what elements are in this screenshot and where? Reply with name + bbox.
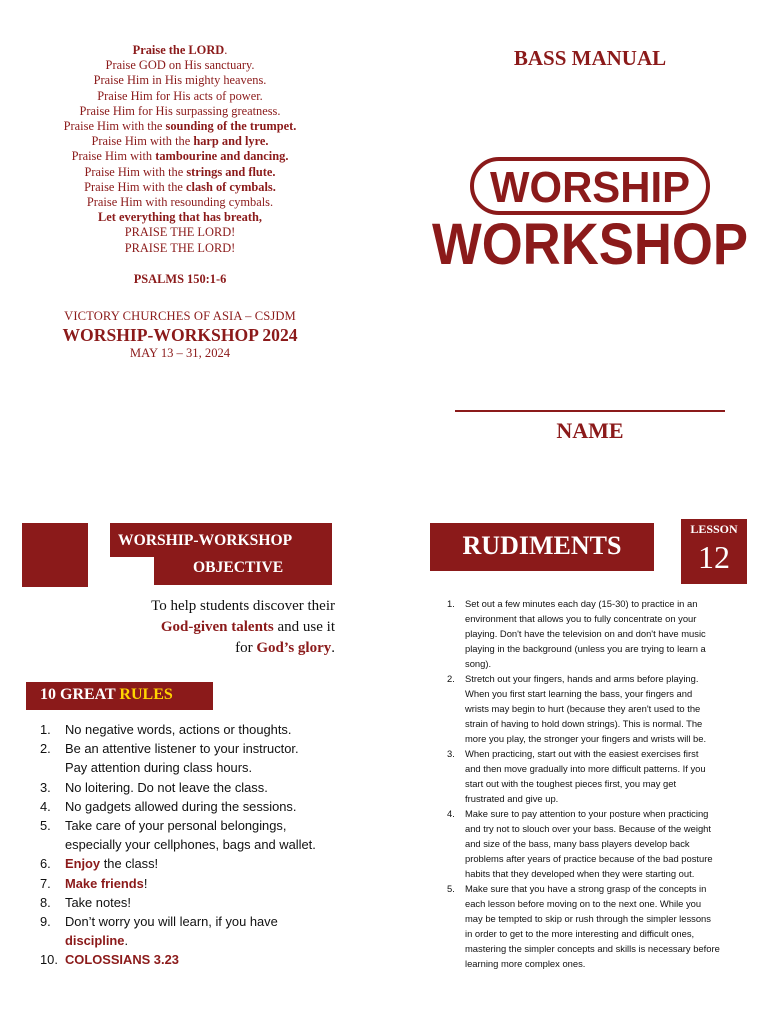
psalm-line-text: Praise Him with resounding cymbals. bbox=[86, 195, 274, 210]
rule-item bbox=[40, 739, 340, 777]
rule-emphasis: COLOSSIANS 3.23 bbox=[65, 952, 179, 968]
rules-list bbox=[40, 720, 340, 970]
rule-item bbox=[40, 874, 340, 893]
objective-god-given-talents: God-given talents bbox=[160, 619, 274, 635]
objective-line2-rest: and use it bbox=[273, 619, 335, 635]
rule-text: No gadgets allowed during the sessions. bbox=[65, 798, 297, 814]
rule-line bbox=[65, 912, 340, 931]
tip-line: start out with the toughest pieces first, you may get bbox=[465, 778, 677, 789]
tip-number: 5. bbox=[447, 883, 455, 894]
rule-number: 4. bbox=[40, 798, 51, 814]
psalm-line-text: Praise Him with the bbox=[63, 119, 166, 134]
rule-number: 2. bbox=[40, 741, 51, 757]
psalm-line bbox=[30, 58, 330, 73]
objective-decor-square bbox=[22, 523, 88, 587]
psalm-line bbox=[30, 119, 330, 134]
psalm-line bbox=[30, 225, 330, 240]
objective-text bbox=[120, 596, 335, 659]
psalm-line-bold: harp and lyre. bbox=[193, 134, 269, 149]
psalm-line bbox=[30, 89, 330, 104]
tip-line: Stretch out your fingers, hands and arms before playing. bbox=[465, 673, 699, 684]
rule-line bbox=[65, 835, 340, 854]
rules-heading bbox=[26, 682, 213, 710]
psalm-line-text: Praise Him for His acts of power. bbox=[97, 88, 263, 103]
rule-text: Pay attention during class hours. bbox=[65, 760, 253, 776]
tip-line: frustrated and give up. bbox=[465, 793, 559, 804]
tip-line: playing. Don't have the television on and don't have music bbox=[465, 628, 706, 639]
rule-number: 1. bbox=[40, 722, 51, 737]
rule-emphasis: Make friends bbox=[65, 875, 144, 891]
tip-number: 1. bbox=[447, 598, 455, 609]
worship-workshop-logo bbox=[430, 156, 750, 271]
church-name: VICTORY CHURCHES OF ASIA – CSJDM bbox=[64, 309, 296, 323]
rule-text-post: the class! bbox=[100, 856, 159, 872]
tip-item bbox=[447, 881, 752, 971]
rule-item bbox=[40, 778, 340, 797]
logo-text-worship: WORSHIP bbox=[490, 163, 690, 212]
tip-item bbox=[447, 806, 752, 881]
rule-line bbox=[65, 720, 340, 739]
psalm-line bbox=[30, 210, 330, 225]
psalm-line-text: Praise Him with the bbox=[84, 164, 187, 179]
tip-line: and then move gradually into more difficult patterns. If you bbox=[465, 763, 706, 774]
rule-text: Take care of your personal belongings, bbox=[65, 818, 287, 834]
tip-line: each lesson before moving on to the next one. While you bbox=[465, 898, 702, 909]
lesson-label: LESSON bbox=[690, 522, 738, 536]
rule-line bbox=[65, 797, 340, 816]
rule-text: No loitering. Do not leave the class. bbox=[65, 779, 268, 795]
psalm-line-text: Praise Him in His mighty heavens. bbox=[93, 73, 267, 88]
tip-item bbox=[447, 671, 752, 746]
objective-line3-pre: for bbox=[235, 640, 257, 656]
rule-line bbox=[65, 739, 340, 758]
name-label: NAME bbox=[556, 418, 624, 443]
tip-item bbox=[447, 596, 752, 671]
tip-line: more you play, the stronger your fingers and wrists will be. bbox=[465, 733, 707, 744]
psalm-line bbox=[30, 180, 330, 195]
objective-line3 bbox=[120, 638, 335, 659]
psalm-line-bold: strings and flute. bbox=[186, 164, 276, 179]
rule-text-post: ! bbox=[143, 875, 148, 891]
rule-number: 7. bbox=[40, 875, 51, 891]
name-underline bbox=[455, 410, 725, 412]
tip-line: and try not to slouch over your bass. Because of the weight bbox=[465, 823, 711, 834]
rule-text: Don’t worry you will learn, if you have bbox=[65, 914, 278, 930]
rule-text: Be an attentive listener to your instructor. bbox=[65, 741, 299, 757]
rule-item bbox=[40, 797, 340, 816]
rule-line bbox=[65, 931, 340, 950]
psalm-line-bold: Let everything that has breath, bbox=[98, 210, 262, 225]
rule-line bbox=[65, 854, 340, 873]
tip-line: mastering the simpler concepts and skills is necessary before bbox=[465, 943, 720, 954]
tip-line: When practicing, start out with the easiest exercises first bbox=[465, 748, 699, 759]
rule-line bbox=[65, 893, 340, 912]
tip-line: may be tempted to skip or rush through the simpler lessons bbox=[465, 913, 711, 924]
rule-item bbox=[40, 854, 340, 873]
psalm-line-text: Praise Him with bbox=[71, 149, 156, 164]
tip-item bbox=[447, 746, 752, 806]
tip-line: Set out a few minutes each day (15-30) to practice in an bbox=[465, 598, 698, 609]
objective-line2 bbox=[120, 617, 335, 638]
psalm-line-text: Praise Him with the bbox=[84, 179, 187, 194]
rule-line bbox=[65, 950, 340, 969]
rule-item bbox=[40, 720, 340, 739]
tip-line: habits that they developed when they were starting out. bbox=[465, 868, 695, 879]
psalm-line bbox=[30, 73, 330, 88]
objective-heading-line2: OBJECTIVE bbox=[154, 553, 332, 585]
psalm-line-post: . bbox=[224, 43, 228, 57]
psalm-line bbox=[30, 241, 330, 256]
psalm-line bbox=[30, 195, 330, 210]
rule-number: 8. bbox=[40, 894, 51, 910]
psalm-line bbox=[30, 165, 330, 180]
rule-line bbox=[65, 758, 340, 777]
rule-number: 9. bbox=[40, 914, 51, 930]
event-name: WORSHIP-WORKSHOP 2024 bbox=[62, 325, 298, 345]
lesson-badge bbox=[681, 519, 747, 584]
rule-number: 5. bbox=[40, 818, 51, 834]
tip-line: Make sure to pay attention to your posture when practicing bbox=[465, 808, 709, 819]
rule-item bbox=[40, 950, 340, 969]
psalm-line-text: Praise GOD on His sanctuary. bbox=[105, 58, 255, 73]
rule-item bbox=[40, 912, 340, 950]
tip-line: problems after years of practice because of the bad posture bbox=[465, 853, 713, 864]
objective-gods-glory: God’s glory bbox=[256, 640, 332, 656]
objective-line1: To help students discover their bbox=[151, 598, 335, 614]
psalm-line-text: PRAISE THE LORD! bbox=[124, 225, 236, 240]
psalm-line-bold: clash of cymbals. bbox=[186, 179, 276, 194]
logo-text-workshop: WORKSHOP bbox=[432, 212, 748, 271]
practice-tips-list bbox=[447, 596, 752, 971]
rule-item bbox=[40, 816, 340, 854]
rules-heading-prefix: 10 GREAT bbox=[40, 686, 120, 703]
psalm-line-text: Praise Him with the bbox=[91, 134, 194, 149]
tip-number: 4. bbox=[447, 808, 455, 819]
rules-heading-highlight: RULES bbox=[119, 686, 173, 703]
tip-line: and size of the bass, many bass players develop back bbox=[465, 838, 690, 849]
rule-text: especially your cellphones, bags and wallet. bbox=[65, 837, 316, 853]
rule-emphasis: Enjoy bbox=[65, 856, 101, 872]
tip-number: 3. bbox=[447, 748, 455, 759]
rudiments-title: RUDIMENTS bbox=[430, 523, 654, 571]
tip-line: playing in the background (unless you are trying to learn a bbox=[465, 643, 706, 654]
rule-text: No negative words, actions or thoughts. bbox=[65, 722, 292, 737]
psalm-passage bbox=[30, 43, 330, 287]
objective-heading-line1: WORSHIP-WORKSHOP bbox=[110, 523, 332, 557]
tip-number: 2. bbox=[447, 673, 455, 684]
psalm-line-bold: sounding of the trumpet. bbox=[165, 119, 297, 134]
psalm-line bbox=[30, 134, 330, 149]
tip-line: wrists may begin to hurt (because they aren't used to the bbox=[465, 703, 701, 714]
psalm-line bbox=[30, 149, 330, 164]
rule-text: Take notes! bbox=[65, 894, 131, 910]
event-dates: MAY 13 – 31, 2024 bbox=[129, 346, 231, 360]
tip-line: learning more complex ones. bbox=[465, 958, 586, 969]
tip-line: in order to get to the more interesting and difficult ones, bbox=[465, 928, 695, 939]
rule-number: 10. bbox=[40, 952, 58, 968]
tip-line: environment that allows you to fully concentrate on your bbox=[465, 613, 697, 624]
psalm-line-bold: tambourine and dancing. bbox=[155, 149, 289, 164]
psalm-lines bbox=[30, 43, 330, 256]
rule-line bbox=[65, 874, 340, 893]
psalm-line-text: Praise Him for His surpassing greatness. bbox=[79, 103, 281, 118]
tip-line: strain of having to hold down strings). This is normal. The bbox=[465, 718, 703, 729]
rule-number: 6. bbox=[40, 856, 51, 872]
rule-number: 3. bbox=[40, 779, 51, 795]
rule-item bbox=[40, 893, 340, 912]
psalm-line-text: PRAISE THE LORD! bbox=[124, 240, 236, 255]
rule-text-post: . bbox=[124, 933, 129, 949]
psalm-line-bold: Praise the LORD bbox=[132, 43, 225, 57]
rule-line bbox=[65, 778, 340, 797]
tip-line: Make sure that you have a strong grasp of the concepts in bbox=[465, 883, 707, 894]
psalm-line bbox=[30, 104, 330, 119]
tip-line: song). bbox=[465, 658, 492, 669]
church-info bbox=[30, 308, 330, 361]
objective-line3-post: . bbox=[331, 640, 335, 656]
manual-title: BASS MANUAL bbox=[513, 46, 667, 70]
rule-emphasis: discipline bbox=[65, 933, 125, 949]
tip-line: When you first start learning the bass, your fingers and bbox=[465, 688, 693, 699]
lesson-number: 12 bbox=[698, 539, 730, 575]
psalm-reference: PSALMS 150:1-6 bbox=[133, 271, 227, 286]
rule-line bbox=[65, 816, 340, 835]
psalm-line bbox=[30, 43, 330, 58]
